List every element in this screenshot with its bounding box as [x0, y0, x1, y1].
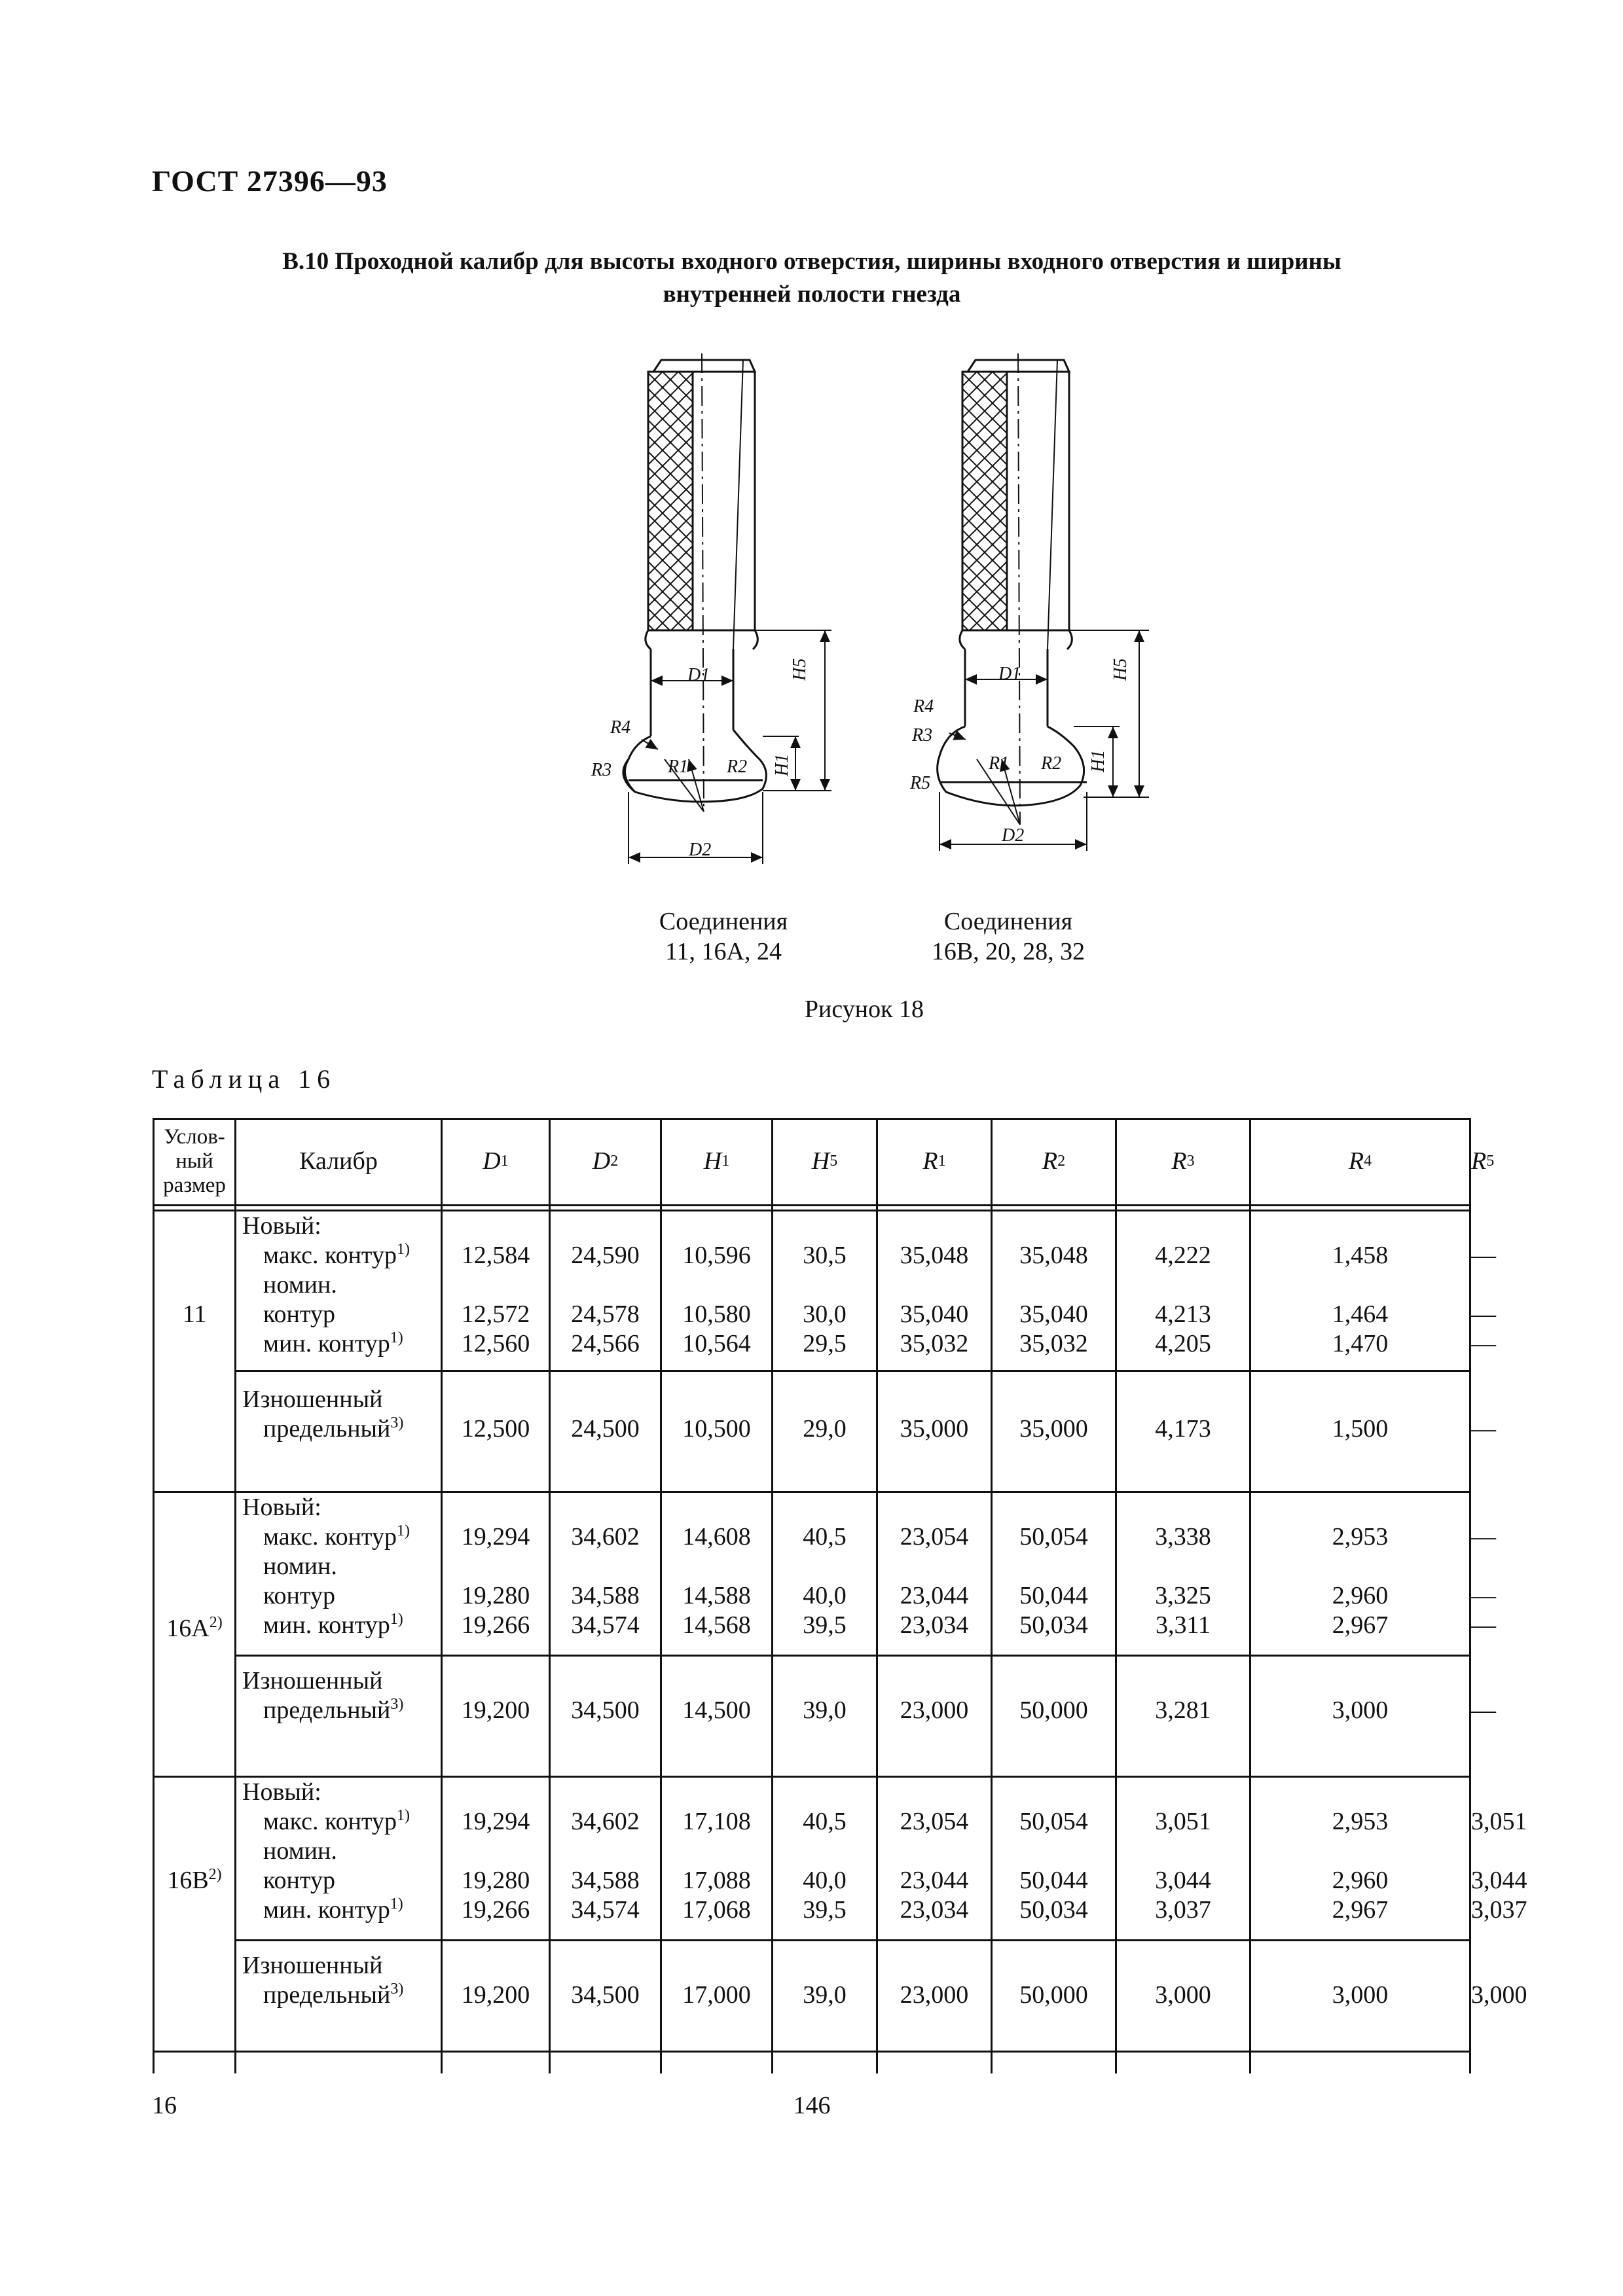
caliber-label-text: контур [263, 1867, 335, 1894]
cell-min-h1: 17,068 [682, 1896, 751, 1924]
label-d1-right: D1 [998, 664, 1021, 684]
cell-nom-h1: 14,588 [682, 1582, 751, 1609]
gauge-right [938, 353, 1149, 851]
cell-worn-r5: — [1471, 1415, 1496, 1443]
caliber-label [263, 1864, 335, 1897]
caliber-label [242, 1949, 382, 1982]
section-title [196, 245, 1427, 311]
document-code: ГОСТ 27396—93 [152, 164, 388, 198]
caliber-label [263, 1979, 403, 2011]
header-h5 [773, 1118, 876, 1204]
cell-nom-r4: 2,960 [1332, 1867, 1389, 1894]
footnote-mark: 1) [397, 1522, 410, 1539]
caption-right-line-2: 16В, 20, 28, 32 [931, 938, 1085, 965]
caliber-label [263, 1550, 337, 1583]
header-r1-letter: R [922, 1147, 938, 1175]
caliber-label [263, 1239, 410, 1272]
cell-nom-h5: 30,0 [803, 1300, 847, 1328]
cell-nom-d1: 19,280 [461, 1867, 530, 1894]
cell-worn-d1: 12,500 [461, 1415, 530, 1443]
cell-max-d2: 24,590 [571, 1242, 640, 1269]
footnote-mark: 1) [390, 1329, 403, 1346]
cell-min-r5: 3,037 [1471, 1896, 1527, 1924]
header-d2-subscript: 2 [610, 1152, 619, 1170]
caliber-label-text: макс. контур [263, 1808, 397, 1835]
caliber-label-text: контур [263, 1582, 335, 1609]
caliber-label-text: мин. контур [263, 1611, 390, 1639]
cell-worn-r1: 23,000 [900, 1696, 969, 1724]
cell-min-d2: 34,574 [571, 1896, 640, 1924]
header-r5-subscript: 5 [1486, 1152, 1495, 1170]
cell-worn-r1: 35,000 [900, 1415, 969, 1443]
footnote-mark: 1) [390, 1895, 403, 1912]
cell-max-d2: 34,602 [571, 1523, 640, 1551]
label-r3-left: R3 [591, 760, 612, 780]
footnote-mark: 1) [397, 1807, 410, 1824]
footnote-mark: 3) [390, 1981, 404, 1998]
header-d2 [551, 1118, 660, 1204]
cell-min-r1: 35,032 [900, 1330, 969, 1357]
table-label: Таблица 16 [152, 1064, 337, 1094]
size-footnote: 2) [209, 1614, 223, 1631]
caliber-label [242, 1776, 321, 1808]
cell-nom-r1: 35,040 [900, 1300, 969, 1328]
header-r4-letter: R [1348, 1147, 1364, 1175]
cell-worn-r4: 3,000 [1332, 1696, 1389, 1724]
header-caliber: Калибр [299, 1147, 378, 1175]
table-row-border [153, 2051, 1471, 2053]
cell-max-h5: 40,5 [803, 1523, 847, 1551]
cell-min-r4: 2,967 [1332, 1896, 1389, 1924]
cell-worn-r2: 50,000 [1019, 1696, 1088, 1724]
table-inner-border [234, 1655, 1471, 1657]
cell-worn-r3: 3,281 [1155, 1696, 1211, 1724]
header-h5-subscript: 5 [830, 1152, 838, 1170]
caliber-label-text: Изношенный [242, 1667, 383, 1695]
table-inner-border [234, 1939, 1471, 1941]
cell-max-r2: 50,054 [1019, 1808, 1088, 1835]
cell-min-d1: 19,266 [461, 1896, 530, 1924]
cell-min-d2: 34,574 [571, 1611, 640, 1639]
caliber-label-text: макс. контур [263, 1523, 397, 1551]
caption-left-line-1: Соединения [659, 908, 788, 935]
figure-caption-left [625, 906, 822, 967]
label-h1-left: H1 [772, 753, 792, 776]
caliber-label [263, 1327, 403, 1360]
label-r3-right: R3 [912, 725, 933, 745]
cell-min-r2: 50,034 [1019, 1896, 1088, 1924]
cell-min-r3: 3,037 [1155, 1896, 1211, 1924]
caliber-label-text: Новый: [242, 1494, 321, 1521]
cell-min-r2: 50,034 [1019, 1611, 1088, 1639]
caliber-label-text: предельный [263, 1981, 391, 2009]
header-d1-letter: D [483, 1147, 501, 1175]
cell-nom-r3: 3,325 [1155, 1582, 1211, 1609]
cell-worn-h1: 10,500 [682, 1415, 751, 1443]
size-cell [155, 1298, 234, 1331]
table-row-border [153, 1210, 1471, 1211]
cell-worn-r4: 3,000 [1332, 1981, 1389, 2009]
header-r5-letter: R [1471, 1147, 1487, 1175]
header-h1-letter: H [703, 1147, 722, 1175]
caliber-label-text: макс. контур [263, 1242, 397, 1269]
cell-worn-r2: 50,000 [1019, 1981, 1088, 2009]
header-d1-subscript: 1 [500, 1152, 509, 1170]
cell-min-r4: 1,470 [1332, 1330, 1389, 1357]
footnote-mark: 1) [390, 1611, 403, 1628]
caption-left-line-2: 11, 16А, 24 [665, 938, 782, 965]
cell-max-r4: 1,458 [1332, 1242, 1389, 1269]
label-r2-left: R2 [727, 757, 748, 777]
cell-worn-r3: 3,000 [1155, 1981, 1211, 2009]
cell-worn-r2: 35,000 [1019, 1415, 1088, 1443]
header-r2-subscript: 2 [1057, 1152, 1066, 1170]
cell-max-r4: 2,953 [1332, 1523, 1389, 1551]
size-footnote: 2) [208, 1866, 222, 1883]
caliber-label [242, 1210, 321, 1242]
cell-nom-r2: 35,040 [1019, 1300, 1088, 1328]
table-row-border [153, 1204, 1471, 1206]
cell-max-h5: 30,5 [803, 1242, 847, 1269]
size-value: 16В [167, 1867, 209, 1894]
header-h1-subscript: 1 [721, 1152, 730, 1170]
caliber-label-text: Изношенный [242, 1386, 383, 1413]
size-value: 16А [166, 1615, 210, 1642]
caliber-label-text: предельный [263, 1696, 391, 1724]
cell-nom-r4: 1,464 [1332, 1300, 1389, 1328]
caliber-label-text: мин. контур [263, 1330, 390, 1357]
cell-min-h5: 39,5 [803, 1611, 847, 1639]
header-h1 [662, 1118, 771, 1204]
header-r4-subscript: 4 [1364, 1152, 1372, 1170]
caliber-label-text: контур [263, 1300, 335, 1328]
cell-nom-r5: 3,044 [1471, 1867, 1527, 1894]
cell-max-r1: 23,054 [900, 1523, 969, 1551]
cell-max-d1: 19,294 [461, 1808, 530, 1835]
cell-nom-r4: 2,960 [1332, 1582, 1389, 1609]
section-title-line-1: В.10 Проходной калибр для высоты входного отверстия, ширины входного отверстия и ширины [282, 248, 1341, 275]
table-row-border [153, 1491, 1471, 1493]
cell-worn-h5: 39,0 [803, 1696, 847, 1724]
cell-nom-r1: 23,044 [900, 1867, 969, 1894]
cell-nom-h1: 10,580 [682, 1300, 751, 1328]
caliber-label [263, 1893, 403, 1926]
cell-nom-r2: 50,044 [1019, 1582, 1088, 1609]
caliber-label [263, 1609, 403, 1641]
cell-max-r2: 35,048 [1019, 1242, 1088, 1269]
cell-max-r5: — [1471, 1523, 1496, 1551]
header-r1-subscript: 1 [938, 1152, 946, 1170]
cell-max-h1: 14,608 [682, 1523, 751, 1551]
cell-max-r3: 4,222 [1155, 1242, 1211, 1269]
header-size: Услов- ный размер [163, 1124, 226, 1197]
cell-nom-d1: 12,572 [461, 1300, 530, 1328]
label-r4-left: R4 [610, 717, 631, 738]
caliber-label [263, 1298, 335, 1331]
cell-nom-r2: 50,044 [1019, 1867, 1088, 1894]
cell-min-h1: 10,564 [682, 1330, 751, 1357]
cell-worn-d2: 34,500 [571, 1696, 640, 1724]
header-r2 [993, 1118, 1115, 1204]
label-d2-right: D2 [1002, 825, 1025, 846]
cell-max-r1: 23,054 [900, 1808, 969, 1835]
label-r1-left: R1 [668, 757, 689, 777]
cell-max-r4: 2,953 [1332, 1808, 1389, 1835]
cell-worn-r4: 1,500 [1332, 1415, 1389, 1443]
cell-nom-r1: 23,044 [900, 1582, 969, 1609]
cell-min-r1: 23,034 [900, 1611, 969, 1639]
cell-worn-h5: 39,0 [803, 1981, 847, 2009]
caliber-label [263, 1835, 337, 1867]
cell-min-r4: 2,967 [1332, 1611, 1389, 1639]
cell-max-r3: 3,338 [1155, 1523, 1211, 1551]
section-title-line-2: внутренней полости гнезда [663, 281, 961, 308]
figure-18-drawing [537, 340, 1152, 897]
cell-worn-d2: 34,500 [571, 1981, 640, 2009]
cell-nom-d1: 19,280 [461, 1582, 530, 1609]
caliber-label [242, 1664, 382, 1697]
label-r2-right: R2 [1041, 753, 1062, 774]
footnote-mark: 1) [397, 1241, 410, 1258]
caliber-label [263, 1694, 403, 1727]
header-r5 [1471, 1118, 1494, 1204]
label-d1-left: D1 [687, 665, 710, 685]
header-r3 [1117, 1118, 1249, 1204]
cell-max-d1: 12,584 [461, 1242, 530, 1269]
caliber-label [242, 1491, 321, 1524]
size-cell [155, 1864, 234, 1897]
cell-nom-h5: 40,0 [803, 1582, 847, 1609]
table-16 [153, 1118, 1527, 2073]
header-r2-letter: R [1042, 1147, 1058, 1175]
cell-worn-r5: — [1471, 1696, 1496, 1724]
cell-worn-h1: 17,000 [682, 1981, 751, 2009]
caliber-label-text: Новый: [242, 1778, 321, 1806]
size-value: 11 [182, 1300, 207, 1328]
cell-max-d2: 34,602 [571, 1808, 640, 1835]
label-d2-left: D2 [689, 840, 712, 860]
label-h1-right: H1 [1088, 749, 1108, 772]
cell-max-r3: 3,051 [1155, 1808, 1211, 1835]
cell-max-d1: 19,294 [461, 1523, 530, 1551]
caliber-label [242, 1383, 382, 1416]
header-d2-letter: D [592, 1147, 611, 1175]
cell-nom-r5: — [1471, 1582, 1496, 1609]
cell-nom-d2: 34,588 [571, 1582, 640, 1609]
figure-caption-right [897, 906, 1120, 967]
header-d1 [443, 1118, 549, 1204]
cell-max-h1: 10,596 [682, 1242, 751, 1269]
header-r1 [878, 1118, 991, 1204]
cell-nom-r5: — [1471, 1300, 1496, 1328]
caption-right-line-1: Соединения [943, 908, 1073, 935]
table-inner-border [234, 1370, 1471, 1372]
cell-nom-r3: 4,213 [1155, 1300, 1211, 1328]
caliber-label [263, 1520, 410, 1553]
caliber-label-text: Новый: [242, 1212, 321, 1240]
label-r5-right: R5 [910, 773, 931, 793]
cell-min-d2: 24,566 [571, 1330, 640, 1357]
cell-worn-h5: 29,0 [803, 1415, 847, 1443]
cell-min-r3: 4,205 [1155, 1330, 1211, 1357]
table-column-border [153, 1118, 155, 2073]
cell-worn-r3: 4,173 [1155, 1415, 1211, 1443]
cell-min-r2: 35,032 [1019, 1330, 1088, 1357]
figure-label: Рисунок 18 [804, 996, 924, 1023]
footnote-mark: 3) [390, 1696, 404, 1713]
caliber-label-text: номин. [263, 1837, 337, 1865]
cell-nom-h5: 40,0 [803, 1867, 847, 1894]
cell-worn-r1: 23,000 [900, 1981, 969, 2009]
caliber-label-text: номин. [263, 1552, 337, 1580]
cell-worn-h1: 14,500 [682, 1696, 751, 1724]
label-r4-right: R4 [913, 696, 934, 717]
cell-min-h1: 14,568 [682, 1611, 751, 1639]
table-column-border [234, 1118, 236, 2073]
footer-sheet-number: 146 [793, 2092, 831, 2119]
cell-worn-r5: 3,000 [1471, 1981, 1527, 2009]
cell-max-r5: — [1471, 1242, 1496, 1269]
cell-max-h5: 40,5 [803, 1808, 847, 1835]
label-r1-right: R1 [989, 753, 1010, 774]
cell-min-h5: 39,5 [803, 1896, 847, 1924]
cell-worn-d1: 19,200 [461, 1696, 530, 1724]
caliber-label [263, 1412, 403, 1445]
cell-min-d1: 19,266 [461, 1611, 530, 1639]
cell-nom-h1: 17,088 [682, 1867, 751, 1894]
caliber-label-text: номин. [263, 1271, 337, 1299]
cell-nom-d2: 24,578 [571, 1300, 640, 1328]
cell-nom-r3: 3,044 [1155, 1867, 1211, 1894]
cell-max-r2: 50,054 [1019, 1523, 1088, 1551]
gauge-left [623, 353, 831, 864]
header-r3-letter: R [1171, 1147, 1187, 1175]
cell-nom-d2: 34,588 [571, 1867, 640, 1894]
caliber-label [263, 1268, 337, 1301]
cell-min-r5: — [1471, 1611, 1496, 1639]
caliber-label-text: предельный [263, 1415, 391, 1443]
caliber-label [263, 1805, 410, 1838]
caliber-label-text: Изношенный [242, 1952, 383, 1979]
label-h5-left: H5 [790, 658, 810, 681]
cell-min-r1: 23,034 [900, 1896, 969, 1924]
size-cell [155, 1612, 234, 1645]
cell-max-r5: 3,051 [1471, 1808, 1527, 1835]
header-r3-subscript: 3 [1186, 1152, 1195, 1170]
cell-min-r3: 3,311 [1155, 1611, 1211, 1639]
cell-min-d1: 12,560 [461, 1330, 530, 1357]
footnote-mark: 3) [390, 1414, 404, 1431]
cell-max-h1: 17,108 [682, 1808, 751, 1835]
table-row-border [153, 1776, 1471, 1778]
caliber-label-text: мин. контур [263, 1896, 390, 1924]
label-h5-right: H5 [1110, 658, 1131, 681]
cell-max-r1: 35,048 [900, 1242, 969, 1269]
cell-min-h5: 29,5 [803, 1330, 847, 1357]
header-h5-letter: H [811, 1147, 830, 1175]
header-r4 [1251, 1118, 1469, 1204]
cell-worn-d2: 24,500 [571, 1415, 640, 1443]
page-number: 16 [152, 2092, 177, 2119]
cell-worn-d1: 19,200 [461, 1981, 530, 2009]
caliber-label [263, 1579, 335, 1612]
cell-min-r5: — [1471, 1330, 1496, 1357]
